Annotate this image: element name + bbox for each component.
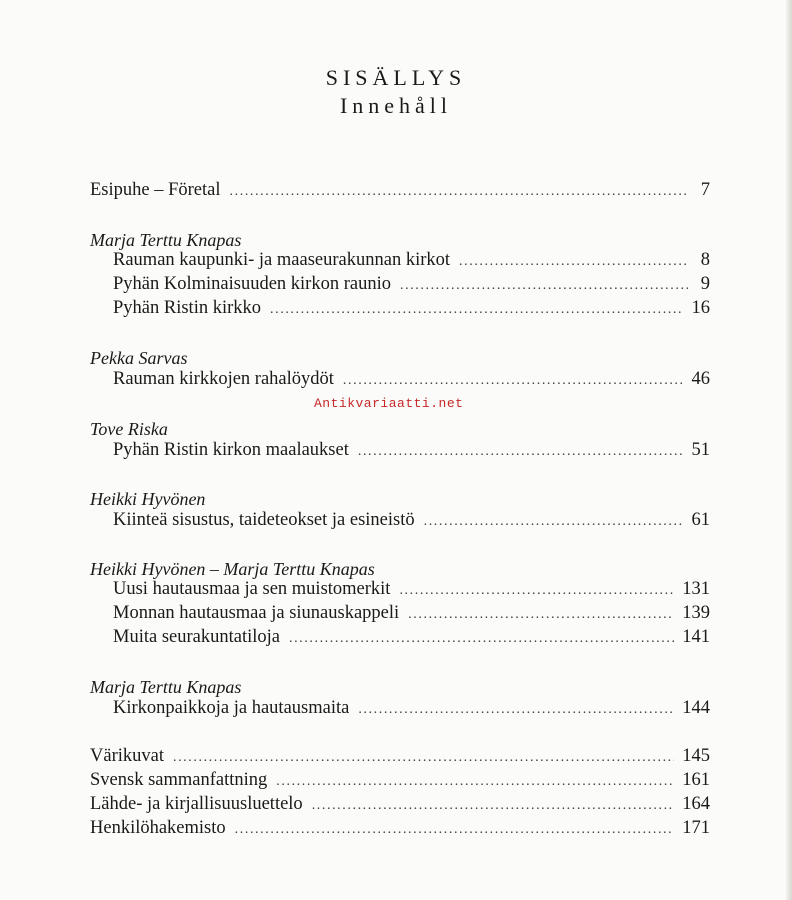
toc-entry-title: Svensk sammanfattning	[90, 770, 268, 790]
toc-entry-page: 139	[682, 603, 710, 623]
toc-entry-title: Muita seurakuntatiloja	[113, 627, 280, 647]
toc-entry-page: 51	[691, 440, 710, 460]
toc-entry[interactable]	[113, 601, 710, 627]
dot-leader	[400, 274, 688, 298]
dot-leader	[358, 698, 674, 722]
dot-leader	[230, 180, 688, 204]
toc-entry-page: 7	[700, 180, 710, 200]
page-subtitle: Innehåll	[339, 93, 453, 118]
toc-entry-title: Värikuvat	[90, 746, 164, 766]
toc-entry[interactable]	[113, 438, 710, 464]
section-author: Heikki Hyvönen – Marja Terttu Knapas	[90, 559, 375, 579]
toc-entry[interactable]	[90, 792, 710, 818]
toc-entry[interactable]	[113, 272, 710, 298]
toc-entry[interactable]	[90, 816, 710, 842]
toc-entry-page: 61	[691, 510, 710, 530]
section-author: Tove Riska	[90, 419, 168, 439]
toc-entry[interactable]	[113, 296, 710, 322]
dot-leader	[408, 603, 674, 627]
toc-entry-page: 16	[691, 298, 710, 318]
toc-entry[interactable]	[113, 248, 710, 274]
toc-entry-title: Uusi hautausmaa ja sen muistomerkit	[113, 579, 391, 599]
toc-entry-title: Esipuhe – Företal	[90, 180, 221, 200]
toc-entry[interactable]	[90, 178, 710, 204]
toc-entry-page: 131	[682, 579, 710, 599]
dot-leader	[270, 298, 683, 322]
dot-leader	[173, 746, 674, 770]
toc-entry-page: 145	[682, 746, 710, 766]
toc-entry-title: Kiinteä sisustus, taideteokset ja esineistö	[113, 510, 415, 530]
dot-leader	[312, 794, 675, 818]
page-title: SISÄLLYS	[325, 65, 467, 90]
toc-entry-title: Pyhän Ristin kirkon maalaukset	[113, 440, 349, 460]
toc-entry-title: Pyhän Ristin kirkko	[113, 298, 262, 318]
toc-entry[interactable]	[113, 625, 710, 651]
dot-leader	[276, 770, 674, 794]
dot-leader	[289, 627, 674, 651]
toc-entry-page: 141	[682, 627, 710, 647]
toc-entry-title: Lähde- ja kirjallisuusluettelo	[90, 794, 303, 814]
watermark: Antikvariaatti.net	[314, 396, 464, 411]
dot-leader	[235, 818, 675, 842]
toc-entry[interactable]	[113, 367, 710, 393]
toc-entry-title: Pyhän Kolminaisuuden kirkon raunio	[113, 274, 391, 294]
toc-entry[interactable]	[113, 508, 710, 534]
toc-entry-title: Rauman kaupunki- ja maaseurakunnan kirkot	[113, 250, 451, 270]
section-author: Marja Terttu Knapas	[90, 230, 242, 250]
dot-leader	[459, 250, 688, 274]
toc-entry-title: Henkilöhakemisto	[90, 818, 226, 838]
toc-entry[interactable]	[113, 577, 710, 603]
toc-entry-page: 171	[682, 818, 710, 838]
toc-entry[interactable]	[90, 744, 710, 770]
dot-leader	[424, 510, 684, 534]
toc-entry-page: 8	[700, 250, 710, 270]
toc-entry-title: Monnan hautausmaa ja siunauskappeli	[113, 603, 400, 623]
dot-leader	[399, 579, 674, 603]
toc-entry-page: 164	[682, 794, 710, 814]
toc-entry-page: 144	[682, 698, 710, 718]
toc-entry-title: Rauman kirkkojen rahalöydöt	[113, 369, 334, 389]
toc-entry[interactable]	[113, 696, 710, 722]
section-author: Marja Terttu Knapas	[90, 677, 242, 697]
toc-entry-title: Kirkonpaikkoja ja hautausmaita	[113, 698, 350, 718]
toc-entry-page: 161	[682, 770, 710, 790]
section-author: Heikki Hyvönen	[90, 489, 206, 509]
dot-leader	[343, 369, 684, 393]
section-author: Pekka Sarvas	[90, 348, 188, 368]
toc-entry-page: 46	[691, 369, 710, 389]
toc-entry[interactable]	[90, 768, 710, 794]
dot-leader	[358, 440, 684, 464]
toc-entry-page: 9	[700, 274, 710, 294]
